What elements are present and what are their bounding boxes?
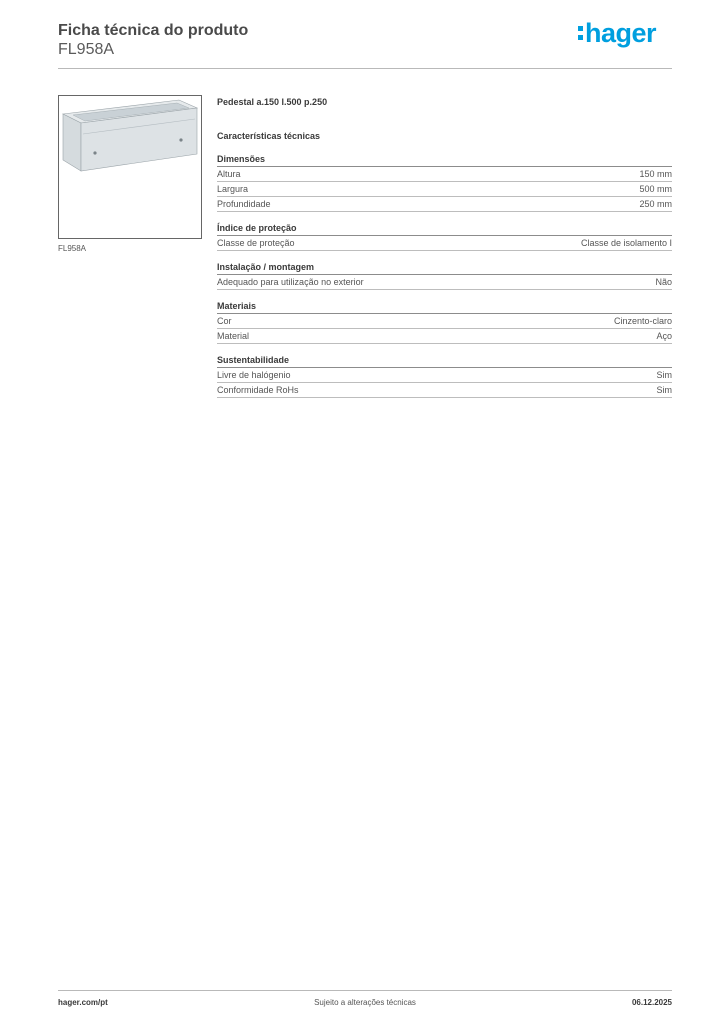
spec-row: [217, 275, 672, 290]
image-caption: FL958A: [58, 244, 87, 253]
page-header: [58, 20, 672, 68]
footer-date: 06.12.2025: [631, 998, 672, 1007]
section-title: Índice de proteção: [217, 222, 672, 236]
technical-characteristics-heading: Características técnicas: [217, 131, 321, 141]
spec-row: [217, 236, 672, 251]
spec-value: Sim: [656, 385, 672, 395]
spec-value: 500 mm: [639, 184, 672, 194]
spec-value: 250 mm: [639, 199, 672, 209]
spec-value: Aço: [656, 331, 672, 341]
section-installation: [217, 261, 672, 290]
spec-value: Classe de isolamento I: [580, 238, 672, 248]
section-materials: [217, 300, 672, 344]
section-protection: [217, 222, 672, 251]
section-sustainability: [217, 354, 672, 398]
spec-label: Adequado para utilização no exterior: [217, 277, 364, 287]
footer-website-link[interactable]: hager.com/pt: [58, 998, 108, 1007]
section-title: Sustentabilidade: [217, 354, 672, 368]
section-title: Dimensões: [217, 153, 672, 167]
spec-label: Classe de proteção: [217, 238, 295, 248]
spec-row: [217, 368, 672, 383]
footer-notice: Sujeito a alterações técnicas: [314, 998, 416, 1007]
spec-label: Profundidade: [217, 199, 271, 209]
spec-label: Altura: [217, 169, 241, 179]
spec-row: [217, 383, 672, 398]
product-image: [58, 95, 202, 239]
footer-divider: [58, 990, 672, 991]
spec-value: Não: [655, 277, 672, 287]
spec-value: Sim: [656, 370, 672, 380]
spec-label: Livre de halógenio: [217, 370, 291, 380]
logo-dots-icon: [578, 26, 583, 40]
spec-row: [217, 167, 672, 182]
page-footer: [58, 998, 672, 1010]
spec-row: [217, 314, 672, 329]
section-title: Instalação / montagem: [217, 261, 672, 275]
spec-label: Material: [217, 331, 250, 341]
header-divider: [58, 68, 672, 69]
spec-row: [217, 197, 672, 212]
document-title: Ficha técnica do produto: [58, 22, 249, 39]
product-code: FL958A: [58, 41, 115, 58]
product-name: Pedestal a.150 l.500 p.250: [217, 97, 328, 107]
spec-row: [217, 182, 672, 197]
spec-label: Largura: [217, 184, 249, 194]
pedestal-illustration: [59, 96, 201, 238]
spec-label: Conformidade RoHs: [217, 385, 299, 395]
spec-value: Cinzento-claro: [613, 316, 672, 326]
product-details: [217, 96, 672, 398]
hager-logo: [578, 18, 656, 48]
section-dimensions: [217, 153, 672, 212]
spec-label: Cor: [217, 316, 232, 326]
section-title: Materiais: [217, 300, 672, 314]
spec-value: 150 mm: [639, 169, 672, 179]
spec-row: [217, 329, 672, 344]
logo-text: hager: [584, 18, 656, 48]
